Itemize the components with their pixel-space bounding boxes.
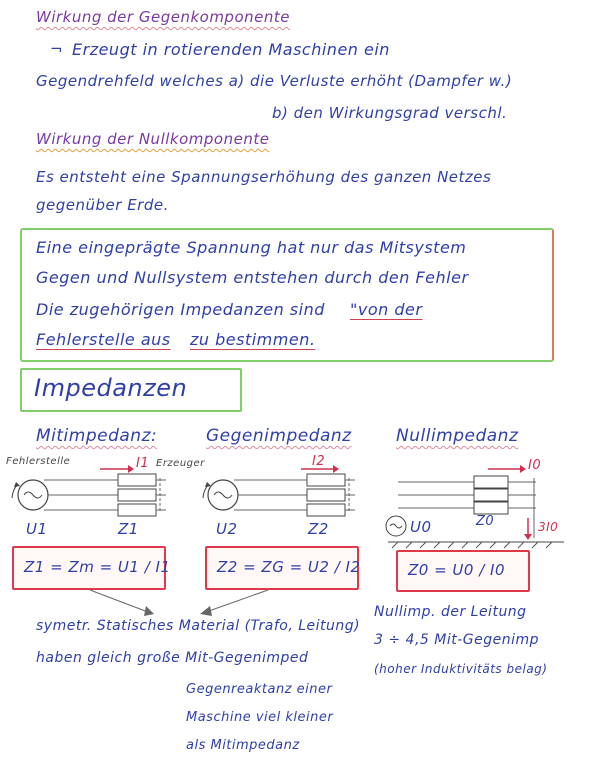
box-text-line4a: Fehlerstelle aus xyxy=(36,330,171,349)
formula-null: Z0 = U0 / I0 xyxy=(408,561,506,579)
box-text-line4b: zu bestimmen. xyxy=(190,330,316,349)
u0-label: U0 xyxy=(410,518,432,536)
formula-gegen-box xyxy=(205,546,359,590)
note-null-line2: 3 ÷ 4,5 Mit-Gegenimp xyxy=(374,632,540,648)
three-i0-label: 3I0 xyxy=(538,520,559,534)
note-gegenreaktanz-line2: Maschine viel kleiner xyxy=(186,710,334,725)
null-text-line1: Es entsteht eine Spannungserhöhung des ganzen Netzes xyxy=(36,168,492,186)
statement-box xyxy=(20,228,554,362)
i0-label: I0 xyxy=(528,458,542,473)
u1-label: U1 xyxy=(26,520,48,538)
z0-label: Z0 xyxy=(476,514,495,529)
i2-label: I2 xyxy=(312,454,326,469)
note-gegenreaktanz-line1: Gegenreaktanz einer xyxy=(186,682,333,697)
formula-mit-box xyxy=(12,546,171,590)
mitimpedanz-title: Mitimpedanz: xyxy=(36,426,158,446)
nullimpedanz-title: Nullimpedanz xyxy=(396,426,519,446)
impedanzen-title: Impedanzen xyxy=(34,374,188,402)
box-text-line3a: Die zugehörigen Impedanzen sind xyxy=(36,300,325,319)
note-symmetric-line2: haben gleich große Mit-Gegenimped xyxy=(36,650,309,666)
gegen-text-line1: Erzeugt in rotierenden Maschinen ein xyxy=(72,40,390,59)
heading-gegenkomponente: Wirkung der Gegenkomponente xyxy=(36,8,290,26)
null-circuit-diagram xyxy=(378,450,578,550)
box-text-line2: Gegen und Nullsystem entstehen durch den Fehler xyxy=(36,268,469,287)
i1-label: I1 xyxy=(136,456,150,471)
fehlerstelle-label: Fehlerstelle xyxy=(6,456,71,467)
gegen-text-line2: Gegendrehfeld welches a) die Verluste erhöht (Dampfer w.) xyxy=(36,72,513,90)
bullet-mark: ¬ xyxy=(50,40,64,58)
formula-null-box xyxy=(396,550,530,592)
z2-label: Z2 xyxy=(308,520,329,538)
note-null-line3: (hoher Induktivitäts belag) xyxy=(374,662,548,676)
erzeuger-label: Erzeuger xyxy=(156,458,205,469)
formula-gegen: Z2 = ZG = U2 / I2 xyxy=(217,558,361,576)
box-text-line1: Eine eingeprägte Spannung hat nur das Mitsystem xyxy=(36,238,467,257)
impedanzen-title-box xyxy=(20,368,242,412)
u2-label: U2 xyxy=(216,520,238,538)
gegenimpedanz-title: Gegenimpedanz xyxy=(206,426,352,446)
null-text-line2: gegenüber Erde. xyxy=(36,196,169,214)
note-symmetric-line1: symetr. Statisches Material (Trafo, Leitung) xyxy=(36,618,361,634)
note-null-line1: Nullimp. der Leitung xyxy=(374,604,527,620)
gegen-text-line3: b) den Wirkungsgrad verschl. xyxy=(272,104,508,122)
heading-nullkomponente: Wirkung der Nullkomponente xyxy=(36,130,270,148)
box-text-line3b: "von der xyxy=(350,300,423,319)
z1-label: Z1 xyxy=(118,520,139,538)
note-gegenreaktanz-line3: als Mitimpedanz xyxy=(186,738,300,753)
formula-mit: Z1 = Zm = U1 / I1 xyxy=(24,558,171,576)
